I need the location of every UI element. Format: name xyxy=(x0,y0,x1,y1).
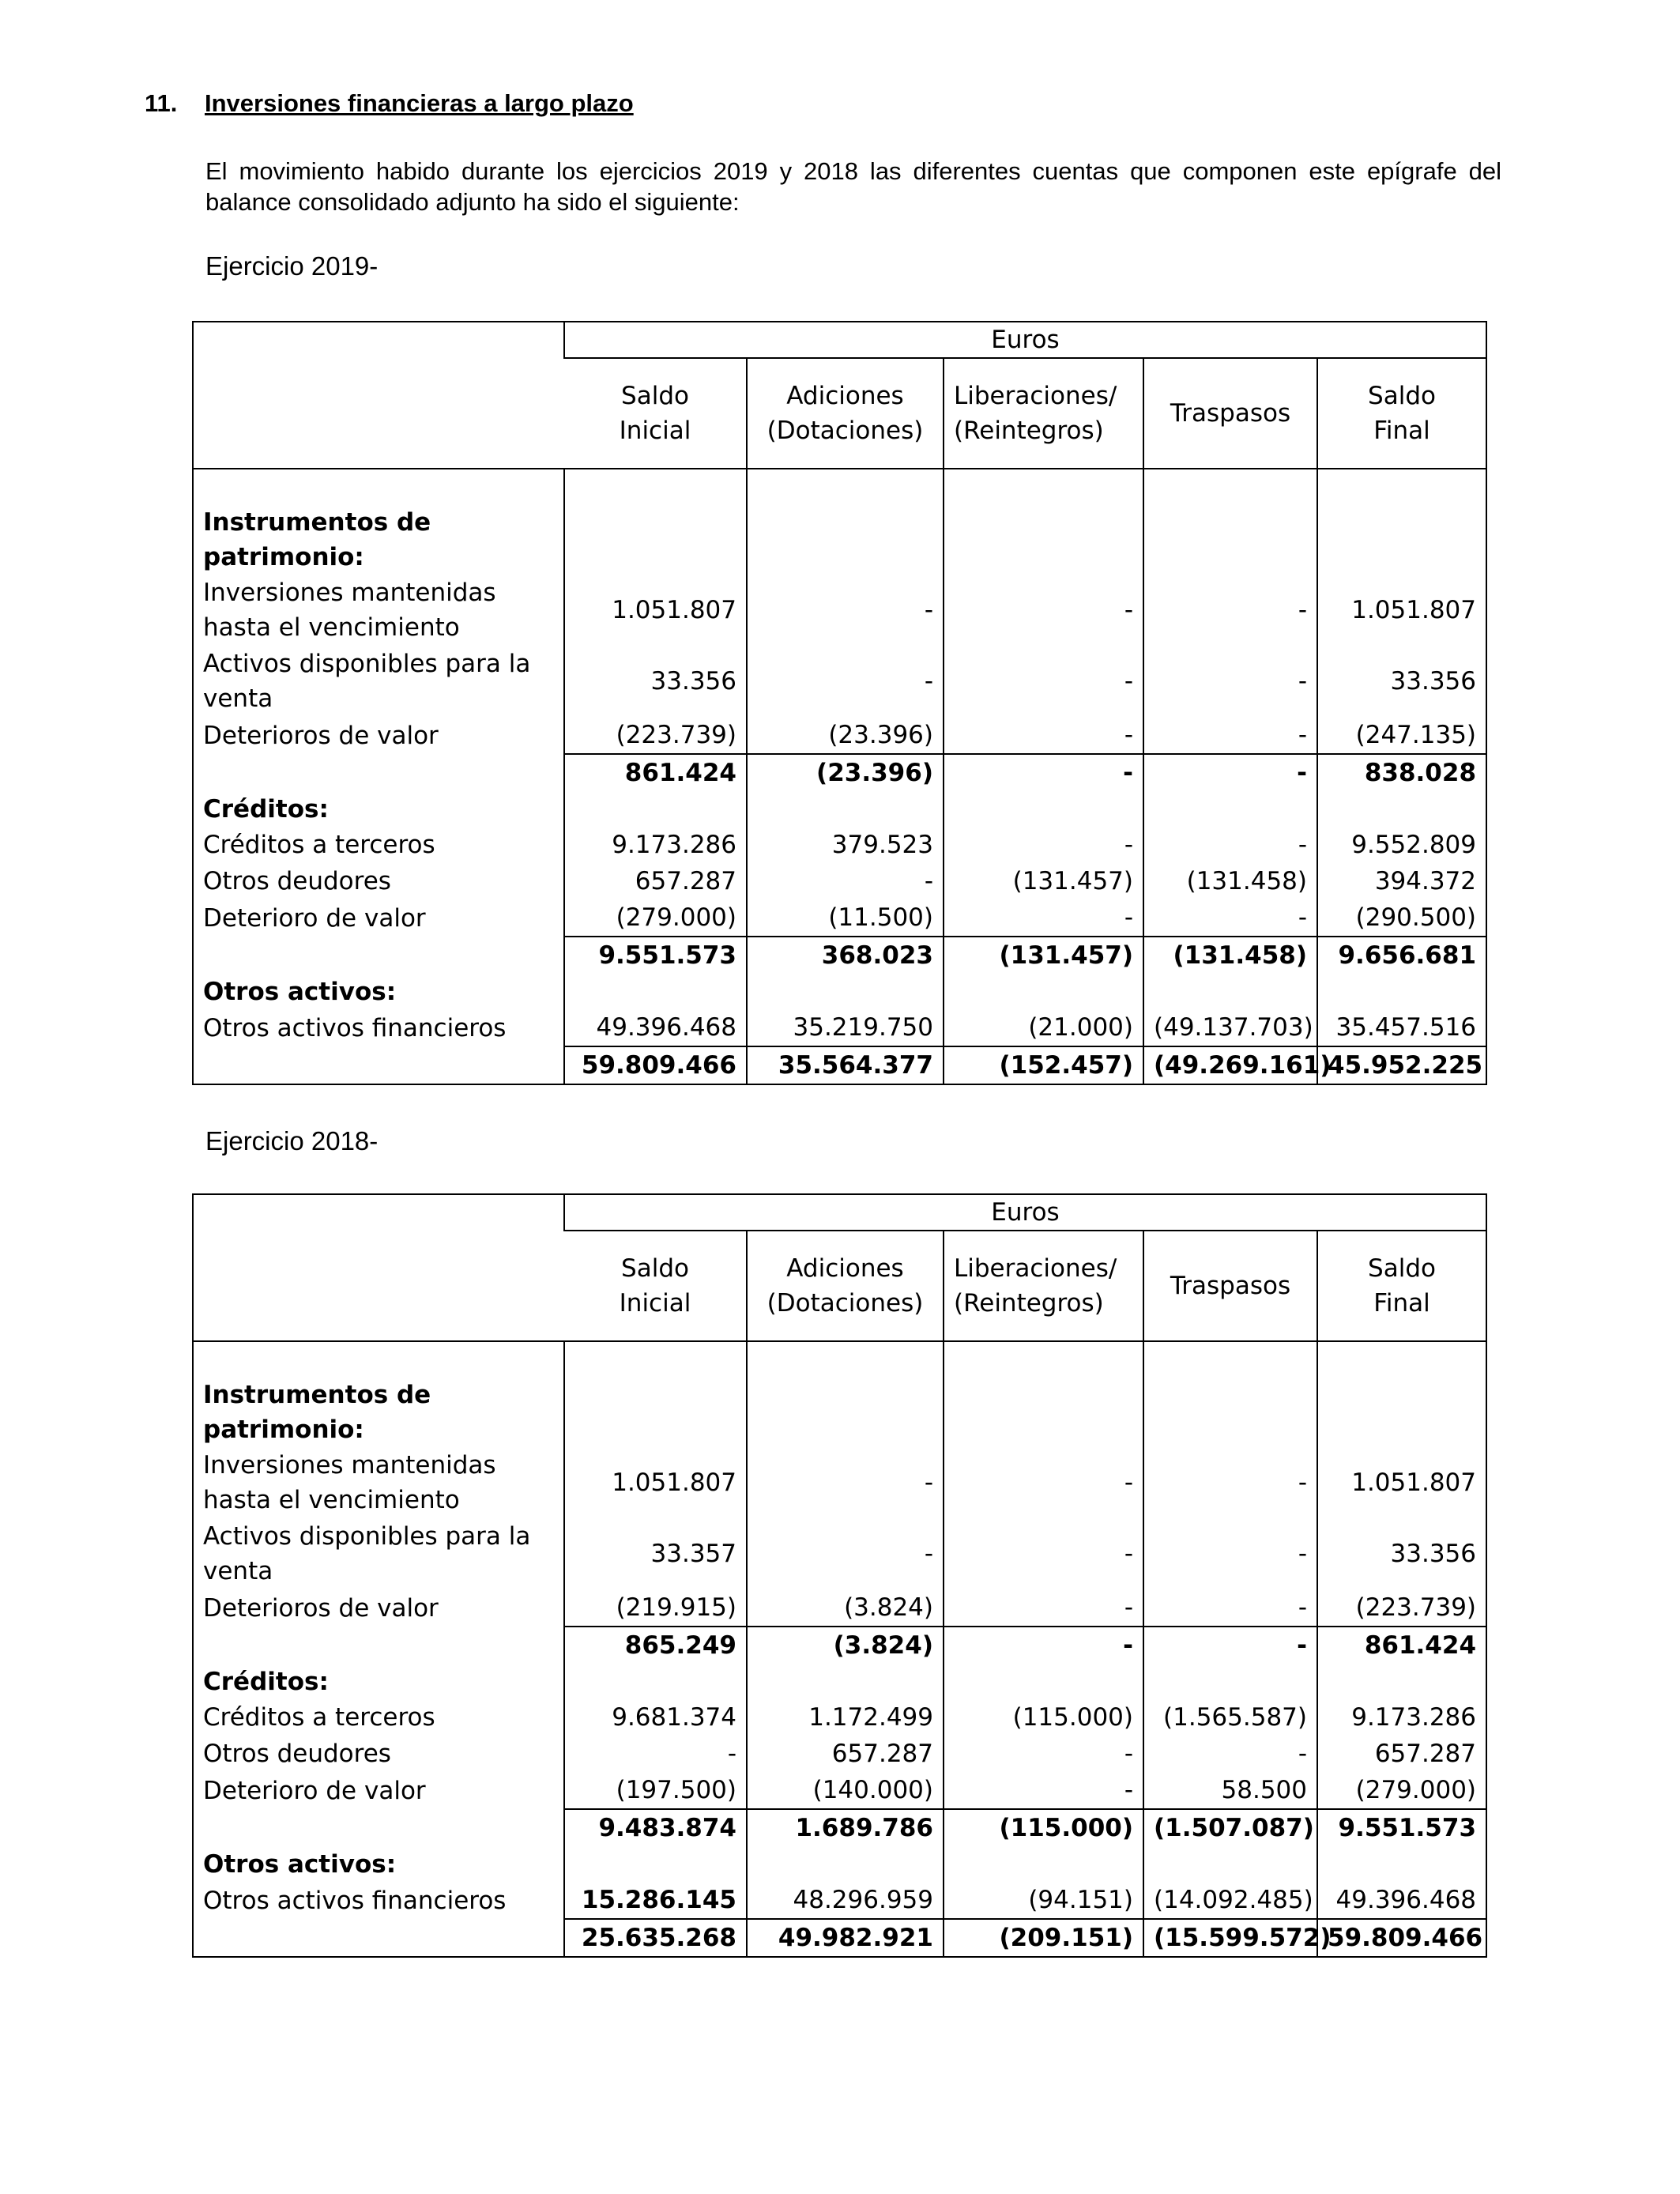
table-row xyxy=(194,863,1486,899)
cell-value: (219.915) xyxy=(564,1589,747,1627)
cell-value: - xyxy=(1143,575,1317,646)
cell-value: (115.000) xyxy=(944,1699,1143,1736)
cell-value: 58.500 xyxy=(1143,1772,1317,1809)
cell-value: (247.135) xyxy=(1317,717,1486,754)
cell-value: 35.219.750 xyxy=(747,1009,944,1046)
cell-value: - xyxy=(944,1447,1143,1518)
row-label: Otros deudores xyxy=(203,867,391,895)
column-header: Saldo Inicial xyxy=(564,358,747,469)
cell-value: - xyxy=(944,1589,1143,1627)
cell-value: 1.051.807 xyxy=(1317,1447,1486,1518)
cell-value: - xyxy=(944,1736,1143,1772)
header-blank-cell xyxy=(194,322,564,469)
cell-value: 1.051.807 xyxy=(564,575,747,646)
cell-value: - xyxy=(747,1518,944,1589)
column-header: Liberaciones/ (Reintegros) xyxy=(944,1231,1143,1341)
cell-value: (223.739) xyxy=(564,717,747,754)
total-value: (209.151) xyxy=(944,1919,1143,1956)
cell-value: - xyxy=(944,1518,1143,1589)
row-label: Otros activos financieros xyxy=(203,1013,507,1042)
cell-value: - xyxy=(944,575,1143,646)
section-title: Inversiones financieras a largo plazo xyxy=(205,89,634,117)
cell-value: - xyxy=(747,575,944,646)
cell-value: - xyxy=(747,1447,944,1518)
subtotal-value: 9.656.681 xyxy=(1317,937,1486,974)
column-header: Traspasos xyxy=(1143,358,1317,469)
section-number: 11. xyxy=(145,89,178,117)
subtotal-value: - xyxy=(1143,754,1317,791)
subtotal-value: (115.000) xyxy=(944,1809,1143,1846)
table-row xyxy=(194,1699,1486,1736)
total-row xyxy=(194,1919,1486,1956)
cell-value: - xyxy=(944,899,1143,937)
subtotal-row xyxy=(194,1809,1486,1846)
cell-value: (1.565.587) xyxy=(1143,1699,1317,1736)
cell-value: 1.172.499 xyxy=(747,1699,944,1736)
cell-value: (197.500) xyxy=(564,1772,747,1809)
cell-value: 35.457.516 xyxy=(1317,1009,1486,1046)
subtotal-value: (131.457) xyxy=(944,937,1143,974)
table-row xyxy=(194,1518,1486,1589)
section-title: Otros activos: xyxy=(203,977,397,1006)
cell-value: 49.396.468 xyxy=(1317,1882,1486,1919)
cell-value: 33.356 xyxy=(564,646,747,717)
year-label-2018: Ejercicio 2018- xyxy=(205,1126,379,1155)
cell-value: - xyxy=(1143,827,1317,863)
column-header: Liberaciones/ (Reintegros) xyxy=(944,358,1143,469)
cell-value: 394.372 xyxy=(1317,863,1486,899)
cell-value: - xyxy=(1143,1589,1317,1627)
subtotal-value: 9.551.573 xyxy=(564,937,747,974)
row-label: Créditos a terceros xyxy=(203,1703,435,1732)
total-value: 59.809.466 xyxy=(1317,1919,1486,1956)
cell-value: - xyxy=(1143,1518,1317,1589)
subtotal-value: 861.424 xyxy=(564,754,747,791)
table-row xyxy=(194,575,1486,646)
subtotal-value: (23.396) xyxy=(747,754,944,791)
cell-value: 657.287 xyxy=(564,863,747,899)
header-blank-cell xyxy=(194,1195,564,1341)
subtotal-value: 9.483.874 xyxy=(564,1809,747,1846)
row-label: Otros activos financieros xyxy=(203,1886,507,1915)
subtotal-row xyxy=(194,754,1486,791)
table-row xyxy=(194,1882,1486,1919)
cell-value: 657.287 xyxy=(1317,1736,1486,1772)
currency-header: Euros xyxy=(564,1195,1486,1231)
section-title: Créditos: xyxy=(203,1667,329,1696)
table-row xyxy=(194,1447,1486,1518)
subtotal-row xyxy=(194,937,1486,974)
section-title: Instrumentos de patrimonio: xyxy=(203,508,431,571)
section-title: Créditos: xyxy=(203,794,329,824)
row-label: Otros deudores xyxy=(203,1740,391,1768)
row-label: Inversiones mantenidas hasta el vencimiento xyxy=(203,1451,496,1514)
section-title: Instrumentos de patrimonio: xyxy=(203,1381,431,1444)
cell-value: 9.681.374 xyxy=(564,1699,747,1736)
subtotal-value: - xyxy=(944,1627,1143,1664)
subtotal-value: (131.458) xyxy=(1143,937,1317,974)
subtotal-value: 861.424 xyxy=(1317,1627,1486,1664)
cell-value: 1.051.807 xyxy=(564,1447,747,1518)
total-row xyxy=(194,1046,1486,1084)
total-value: (15.599.572) xyxy=(1143,1919,1317,1956)
currency-header: Euros xyxy=(564,322,1486,358)
cell-value: 657.287 xyxy=(747,1736,944,1772)
cell-value: 49.396.468 xyxy=(564,1009,747,1046)
cell-value: (3.824) xyxy=(747,1589,944,1627)
movement-table xyxy=(194,322,1486,1084)
subtotal-value: 838.028 xyxy=(1317,754,1486,791)
cell-value: (279.000) xyxy=(1317,1772,1486,1809)
cell-value: 9.552.809 xyxy=(1317,827,1486,863)
row-label: Deterioros de valor xyxy=(203,1593,439,1623)
cell-value: - xyxy=(944,646,1143,717)
subtotal-value: 865.249 xyxy=(564,1627,747,1664)
table-row xyxy=(194,1009,1486,1046)
cell-value: - xyxy=(564,1736,747,1772)
cell-value: 48.296.959 xyxy=(747,1882,944,1919)
intro-paragraph: El movimiento habido durante los ejercicios 2019 y 2018 las diferentes cuentas que componen este epígrafe del balance consolidado adjunto ha sido el siguiente: xyxy=(205,157,1501,216)
cell-value: 1.051.807 xyxy=(1317,575,1486,646)
cell-value: (23.396) xyxy=(747,717,944,754)
cell-value: (223.739) xyxy=(1317,1589,1486,1627)
subtotal-value: 368.023 xyxy=(747,937,944,974)
section-title: Otros activos: xyxy=(203,1849,397,1879)
cell-value: - xyxy=(747,863,944,899)
subtotal-value: 1.689.786 xyxy=(747,1809,944,1846)
row-label: Deterioro de valor xyxy=(203,1776,426,1805)
table-row xyxy=(194,899,1486,937)
row-label: Créditos a terceros xyxy=(203,831,435,859)
column-header: Adiciones (Dotaciones) xyxy=(747,358,944,469)
cell-value: - xyxy=(1143,1447,1317,1518)
cell-value: - xyxy=(1143,1736,1317,1772)
row-label: Deterioros de valor xyxy=(203,721,439,750)
cell-value: (21.000) xyxy=(944,1009,1143,1046)
total-value: 59.809.466 xyxy=(564,1046,747,1084)
cell-value: (49.137.703) xyxy=(1143,1009,1317,1046)
cell-value: - xyxy=(944,717,1143,754)
row-label: Activos disponibles para la venta xyxy=(203,1522,531,1585)
row-label: Deterioro de valor xyxy=(203,903,426,933)
cell-value: - xyxy=(1143,899,1317,937)
table-row xyxy=(194,1736,1486,1772)
subtotal-value: 9.551.573 xyxy=(1317,1809,1486,1846)
total-value: 35.564.377 xyxy=(747,1046,944,1084)
subtotal-value: (3.824) xyxy=(747,1627,944,1664)
cell-value: 379.523 xyxy=(747,827,944,863)
column-header: Traspasos xyxy=(1143,1231,1317,1341)
subtotal-value: (1.507.087) xyxy=(1143,1809,1317,1846)
total-value: 45.952.225 xyxy=(1317,1046,1486,1084)
table-row xyxy=(194,717,1486,754)
total-value: (152.457) xyxy=(944,1046,1143,1084)
cell-value: 33.356 xyxy=(1317,1518,1486,1589)
cell-value: 9.173.286 xyxy=(1317,1699,1486,1736)
row-label: Activos disponibles para la venta xyxy=(203,650,531,713)
table-row xyxy=(194,646,1486,717)
table-row xyxy=(194,827,1486,863)
table-row xyxy=(194,1772,1486,1809)
year-label-2019: Ejercicio 2019- xyxy=(205,251,379,281)
column-header: Saldo Final xyxy=(1317,358,1486,469)
cell-value: - xyxy=(1143,717,1317,754)
cell-value: (131.457) xyxy=(944,863,1143,899)
cell-value: 33.357 xyxy=(564,1518,747,1589)
cell-value: - xyxy=(747,646,944,717)
table-row xyxy=(194,1589,1486,1627)
cell-value: (131.458) xyxy=(1143,863,1317,899)
row-label: Inversiones mantenidas hasta el vencimiento xyxy=(203,579,496,642)
cell-value: 15.286.145 xyxy=(564,1882,747,1919)
cell-value: 9.173.286 xyxy=(564,827,747,863)
cell-value: - xyxy=(944,827,1143,863)
column-header: Saldo Inicial xyxy=(564,1231,747,1341)
movement-table xyxy=(194,1195,1486,1956)
cell-value: - xyxy=(944,1772,1143,1809)
cell-value: (11.500) xyxy=(747,899,944,937)
subtotal-row xyxy=(194,1627,1486,1664)
total-value: 49.982.921 xyxy=(747,1919,944,1956)
subtotal-value: - xyxy=(944,754,1143,791)
cell-value: (140.000) xyxy=(747,1772,944,1809)
section-heading xyxy=(145,89,634,118)
cell-value: (279.000) xyxy=(564,899,747,937)
cell-value: (14.092.485) xyxy=(1143,1882,1317,1919)
cell-value: (290.500) xyxy=(1317,899,1486,937)
cell-value: 33.356 xyxy=(1317,646,1486,717)
cell-value: (94.151) xyxy=(944,1882,1143,1919)
column-header: Adiciones (Dotaciones) xyxy=(747,1231,944,1341)
total-value: 25.635.268 xyxy=(564,1919,747,1956)
subtotal-value: - xyxy=(1143,1627,1317,1664)
cell-value: - xyxy=(1143,646,1317,717)
column-header: Saldo Final xyxy=(1317,1231,1486,1341)
total-value: (49.269.161) xyxy=(1143,1046,1317,1084)
